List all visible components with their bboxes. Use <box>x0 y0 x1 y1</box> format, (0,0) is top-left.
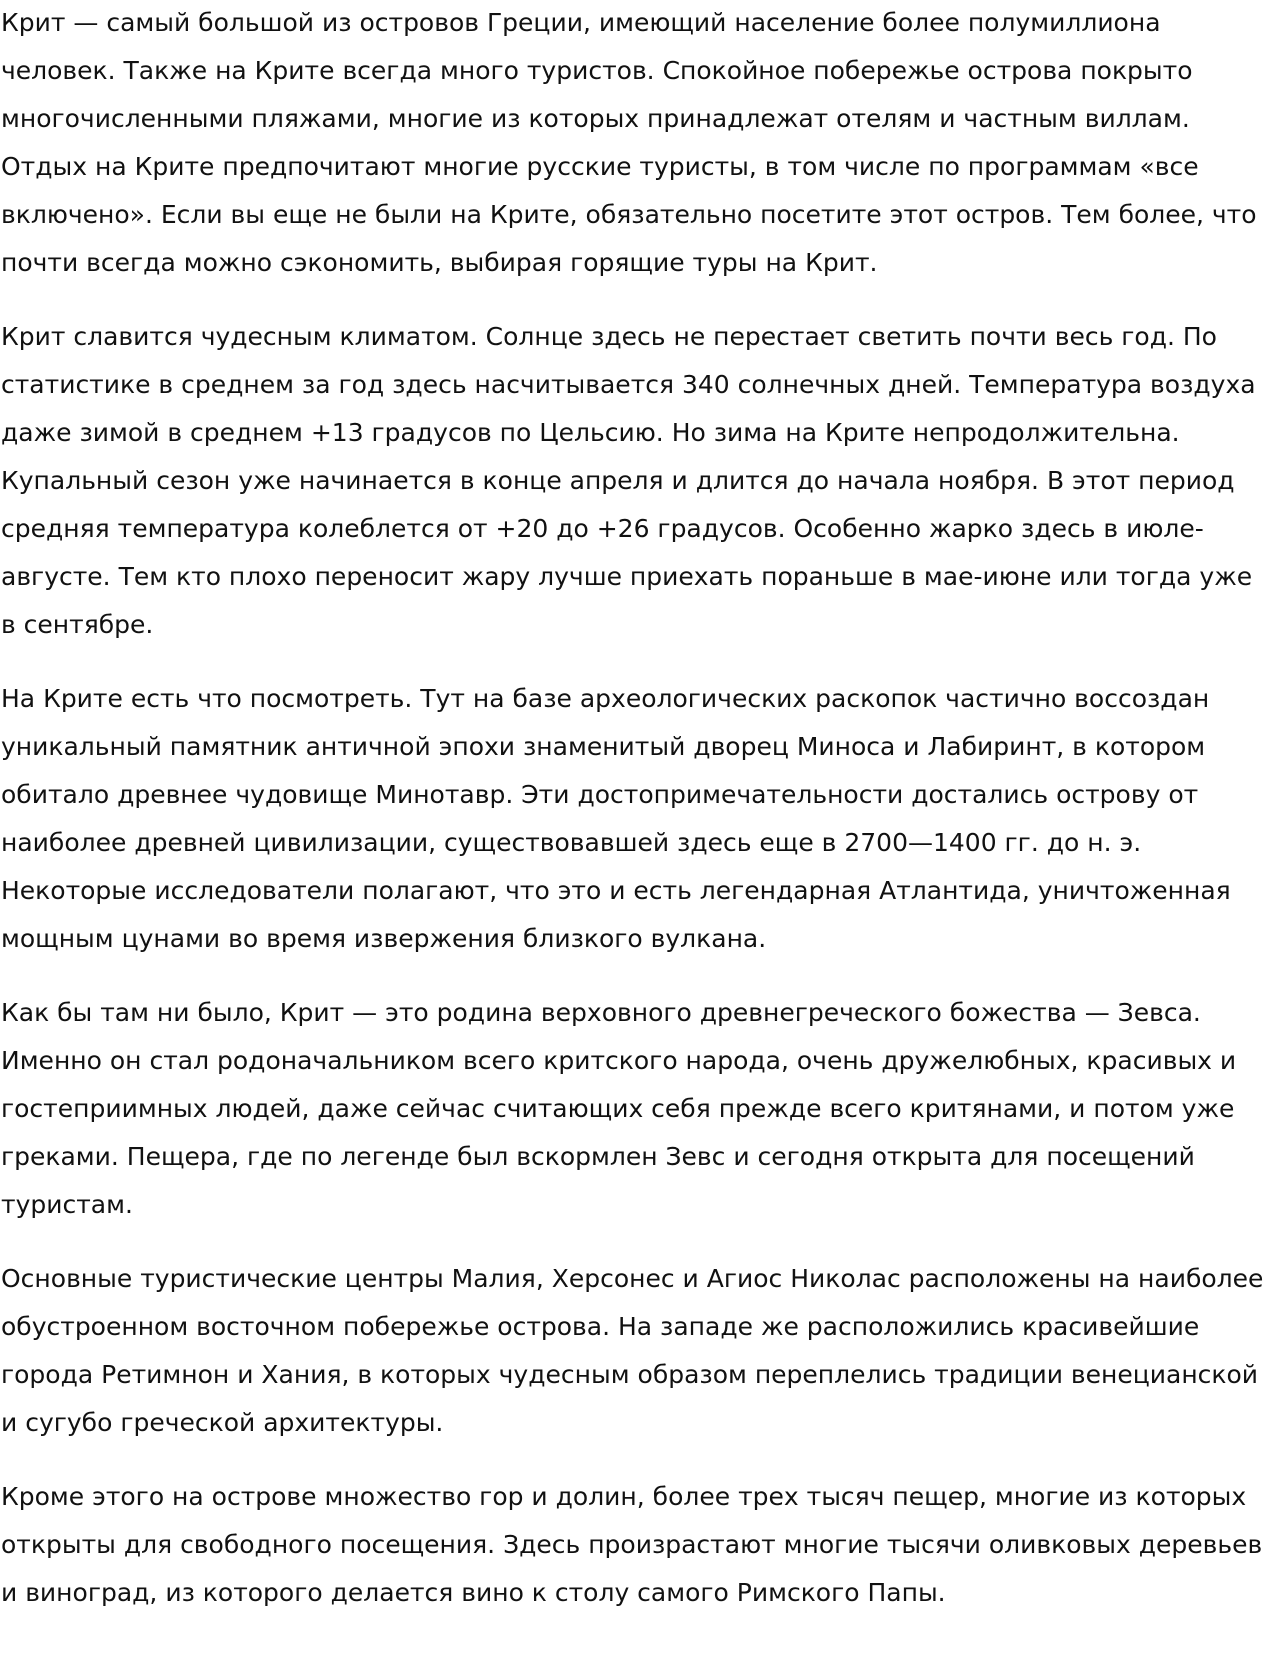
paragraph-tourist-centers: Основные туристические центры Малия, Херсонес и Агиос Николас расположены на наиболее обустроенном восточном побережье острова. На западе же расположились красивейшие города Ретимнон и Хания, в которых чудесным образом переплелись традиции венецианской и сугубо греческой архитектуры. <box>1 1264 1264 1437</box>
paragraph-climate: Крит славится чудесным климатом. Солнце здесь не перестает светить почти весь год. По статистике в среднем за год здесь насчитывается 340 солнечных дней. Температура воздуха даже зимой в среднем +13 градусов по Цельсию. Но зима на Крите непродолжительна. Купальный сезон уже начинается в конце апреля и длится до начала ноября. В этот период средняя температура колеблется от +20 до +26 градусов. Особенно жарко здесь в июле-августе. Тем кто плохо переносит жару лучше приехать пораньше в мае-июне или тогда уже в сентябре. <box>1 322 1256 639</box>
paragraph-zeus: Как бы там ни было, Крит — это родина верховного древнегреческого божества — Зевса. Именно он стал родоначальником всего критского народа, очень дружелюбных, красивых и гостеприимных людей, даже сейчас считающих себя прежде всего критянами, и потом уже греками. Пещера, где по легенде был вскормлен Зевс и сегодня открыта для посещений туристам. <box>1 998 1237 1219</box>
paragraph-nature: Кроме этого на острове множество гор и долин, более трех тысяч пещер, многие из которых открыты для свободного посещения. Здесь произрастают многие тысячи оливковых деревьев и виноград, из которого делается вино к столу самого Римского Папы. <box>1 1482 1263 1607</box>
paragraph-sights: На Крите есть что посмотреть. Тут на базе археологических раскопок частично воссоздан уникальный памятник античной эпохи знаменитый дворец Миноса и Лабиринт, в котором обитало древнее чудовище Минотавр. Эти достопримечательности достались острову от наиболее древней цивилизации, существовавшей здесь еще в 2700—1400 гг. до н. э. Некоторые исследователи полагают, что это и есть легендарная Атлантида, уничтоженная мощным цунами во время извержения близкого вулкана. <box>1 684 1231 953</box>
paragraph-intro: Крит — самый большой из островов Греции, имеющий население более полумиллиона человек. Также на Крите всегда много туристов. Спокойное побережье острова покрыто многочисленными пляжами, многие из которых принадлежат отелям и частным виллам. Отдых на Крите предпочитают многие русские туристы, в том числе по программам «все включено». Если вы еще не были на Крите, обязательно посетите этот остров. Тем более, что почти всегда можно сэкономить, выбирая горящие туры на Крит. <box>1 8 1257 277</box>
